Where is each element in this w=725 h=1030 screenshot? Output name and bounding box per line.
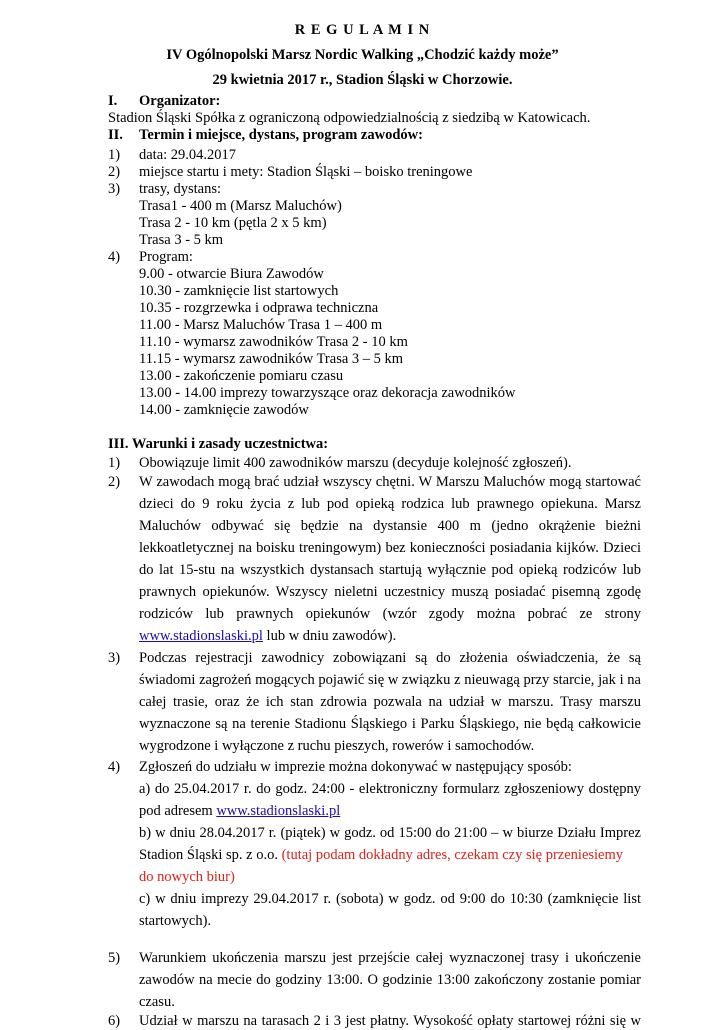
rule-5-line: Warunkiem ukończenia marszu jest przejście całej wyznaczonej trasy i ukończenie — [139, 950, 641, 966]
rule-2-line: dzieci do 9 roku życia z lub pod opieką rodzica lub prawnego opiekuna. Marsz — [139, 496, 641, 512]
rule-4-option-b: b) w dniu 28.04.2017 r. (piątek) w godz. od 15:00 do 21:00 – w biurze Działu Imprez — [139, 825, 641, 841]
registration-link[interactable]: www.stadionslaski.pl — [216, 803, 341, 819]
rule-3-line: Podczas rejestracji zawodnicy zobowiązani są do złożenia oświadczenia, że są — [139, 650, 641, 666]
route-item: Trasa 3 - 5 km — [139, 232, 224, 248]
stadionslaski-link[interactable]: www.stadionslaski.pl — [139, 628, 263, 644]
program-item: 10.35 - rozgrzewka i odprawa techniczna — [139, 300, 379, 316]
rule-2-line: W zawodach mogą brać udział wszyscy chętni. W Marszu Maluchów mogą startować — [139, 474, 641, 490]
list-number: 5) — [108, 950, 121, 966]
rule-3-line: wygrodzone i wyłączone z ruchu pieszych, rowerów i samochodów. — [139, 738, 535, 754]
rule-2-last-line — [139, 628, 396, 645]
list-item-routes: trasy, dystans: — [139, 181, 222, 197]
editor-note-cont: do nowych biur) — [139, 869, 235, 885]
section-3-title: III. Warunki i zasady uczestnictwa: — [108, 436, 329, 452]
rule-5-line: zawodów na mecie do godziny 13:00. O godzinie 13:00 zakończony zostanie pomiar — [139, 972, 641, 988]
rule-3-line: całej trasie, oraz że ich stan zdrowia pozwala na udział w marszu. Trasy marszu — [139, 694, 641, 710]
program-item: 13.00 - zakończenie pomiaru czasu — [139, 368, 344, 384]
rule-6-line: Udział w marszu na tarasach 2 i 3 jest płatny. Wysokość opłaty startowej różni się w — [139, 1013, 641, 1029]
rule-4-address-label: pod adresem — [139, 803, 217, 819]
list-number: 3) — [108, 181, 121, 197]
list-number: 1) — [108, 455, 121, 471]
program-item: 14.00 - zamknięcie zawodów — [139, 402, 309, 418]
program-item: 11.15 - wymarsz zawodników Trasa 3 – 5 km — [139, 351, 404, 367]
list-number: 4) — [108, 249, 121, 265]
list-item-date: data: 29.04.2017 — [139, 147, 237, 163]
editor-note: (tutaj podam dokładny adres, czekam czy się przeniesiemy — [281, 847, 624, 863]
list-number: 2) — [108, 474, 121, 490]
rule-1-text: Obowiązuje limit 400 zawodników marszu (decyduje kolejność zgłoszeń). — [139, 455, 572, 471]
section-2-number: II. — [108, 127, 123, 143]
rule-5-line: czasu. — [139, 994, 175, 1010]
rule-4-option-c-cont: startowych). — [139, 913, 212, 929]
list-number: 4) — [108, 759, 121, 775]
rule-4-option-a: a) do 25.04.2017 r. do godz. 24:00 - elektroniczny formularz zgłoszeniowy dostępny — [139, 781, 641, 797]
event-name: IV Ogólnopolski Marsz Nordic Walking „Chodzić każdy może” — [166, 47, 559, 63]
organizer-text: Stadion Śląski Spółka z ograniczoną odpowiedzialnością z siedzibą w Katowicach. — [108, 110, 591, 126]
list-number: 1) — [108, 147, 121, 163]
program-item: 9.00 - otwarcie Biura Zawodów — [139, 266, 324, 282]
rule-2-line: Maluchów odbywać się będzie na dystansie 400 m (jedno okrążenie bieżni — [139, 518, 641, 534]
route-item: Trasa1 - 400 m (Marsz Maluchów) — [139, 198, 342, 214]
rule-2-end-text: lub w dniu zawodów). — [262, 628, 397, 644]
rule-3-line: wyznaczone są na terenie Stadionu Śląskiego i Parku Śląskiego, nie będą całkowicie — [139, 716, 641, 732]
list-item-location: miejsce startu i mety: Stadion Śląski – boisko treningowe — [139, 164, 473, 180]
list-number: 6) — [108, 1013, 121, 1029]
rule-2-line: prawnych opiekunów. Wszyscy nieletni uczestnicy muszą posiadać pisemną zgodę — [139, 584, 641, 600]
list-number: 3) — [108, 650, 121, 666]
event-date-place: 29 kwietnia 2017 r., Stadion Śląski w Chorzowie. — [212, 72, 513, 88]
program-item: 13.00 - 14.00 imprezy towarzyszące oraz dekoracja zawodników — [139, 385, 516, 401]
list-item-program: Program: — [139, 249, 193, 265]
rule-4-intro: Zgłoszeń do udziału w imprezie można dokonywać w następujący sposób: — [139, 759, 572, 775]
rule-4-option-c: c) w dniu imprezy 29.04.2017 r. (sobota) w godz. od 9:00 do 10:30 (zamknięcie list — [139, 891, 641, 907]
rule-4-option-a-cont — [139, 803, 340, 820]
program-item: 11.00 - Marsz Maluchów Trasa 1 – 400 m — [139, 317, 383, 333]
rule-2-line: rodziców lub prawnych opiekunów (wzór zgody można pobrać ze strony — [139, 606, 641, 622]
rule-2-line: do lat 15-stu na wszystkich dystansach startują wyłącznie pod opieką rodziców lub — [139, 562, 641, 578]
rule-4-office-text: Stadion Śląski sp. z o.o. — [139, 847, 282, 863]
route-item: Trasa 2 - 10 km (pętla 2 x 5 km) — [139, 215, 327, 231]
section-1-number: I. — [108, 93, 118, 109]
rule-3-line: świadomi zagrożeń mogących pojawić się w związku z nieuwagą przy starcie, jak i na — [139, 672, 641, 688]
document-title: R E G U L A M I N — [294, 22, 431, 38]
program-item: 11.10 - wymarsz zawodników Trasa 2 - 10 km — [139, 334, 408, 350]
rule-4-option-b-cont — [139, 847, 623, 864]
rule-2-line: lekkoatletycznej na boisku treningowym) bez konieczności posiadania kijków. Dzieci — [139, 540, 641, 556]
section-2-title: Termin i miejsce, dystans, program zawodów: — [139, 127, 423, 143]
program-item: 10.30 - zamknięcie list startowych — [139, 283, 339, 299]
section-1-title: Organizator: — [139, 93, 221, 109]
list-number: 2) — [108, 164, 121, 180]
